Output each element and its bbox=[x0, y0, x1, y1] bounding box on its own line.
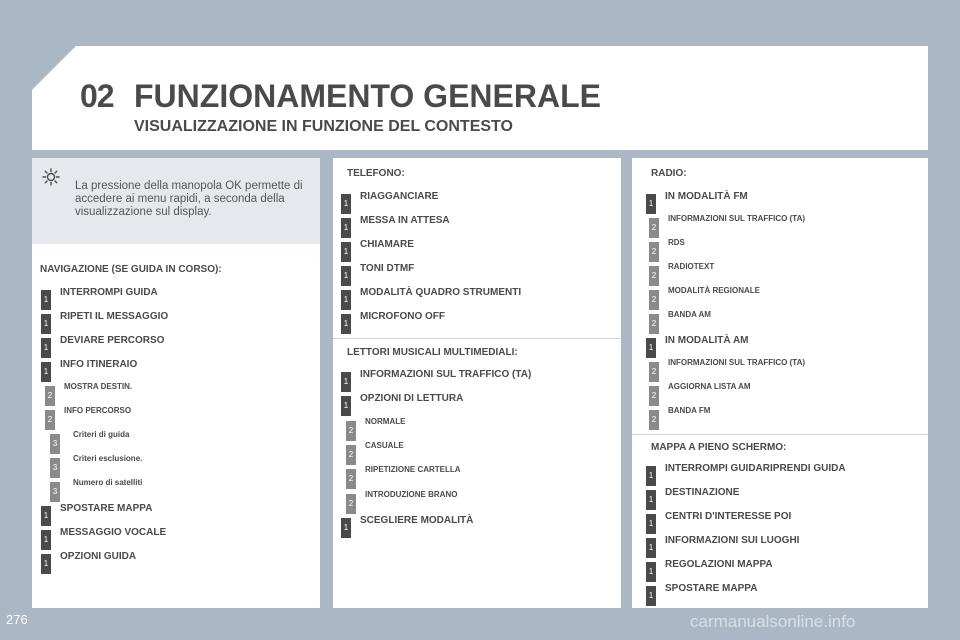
menu-item-label: MODALITÀ QUADRO STRUMENTI bbox=[360, 287, 522, 298]
menu-item-label: SPOSTARE MAPPA bbox=[665, 583, 758, 594]
level-badge: 1 bbox=[341, 396, 351, 416]
level-badge: 1 bbox=[646, 514, 656, 534]
level-badge: 3 bbox=[50, 458, 60, 478]
section-title-telefono: TELEFONO: bbox=[347, 168, 405, 179]
level-badge: 1 bbox=[341, 266, 351, 286]
menu-item-label: SCEGLIERE MODALITÀ bbox=[360, 514, 474, 526]
level-badge: 2 bbox=[346, 494, 356, 514]
menu-item-label: Criteri di guida bbox=[73, 430, 130, 439]
menu-item-label: CASUALE bbox=[365, 440, 404, 450]
menu-item-label: OPZIONI DI LETTURA bbox=[360, 393, 464, 405]
level-badge: 2 bbox=[649, 290, 659, 310]
menu-item-label: INFO PERCORSO bbox=[64, 406, 132, 415]
level-badge: 2 bbox=[45, 410, 55, 430]
level-badge: 3 bbox=[50, 434, 60, 454]
menu-item-label: DEVIARE PERCORSO bbox=[60, 335, 165, 346]
level-badge: 1 bbox=[341, 194, 351, 214]
level-badge: 2 bbox=[346, 445, 356, 465]
level-badge: 2 bbox=[649, 410, 659, 430]
menu-item-label: INTERROMPI GUIDARIPRENDI GUIDA bbox=[665, 463, 846, 474]
menu-item-label: Criteri esclusione. bbox=[73, 454, 143, 463]
watermark: carmanualsonline.info bbox=[690, 612, 856, 631]
level-badge: 2 bbox=[649, 314, 659, 334]
section-title-mappa: MAPPA A PIENO SCHERMO: bbox=[651, 442, 787, 453]
menu-item-label: IN MODALITÀ AM bbox=[665, 335, 749, 346]
menu-item-label: INFORMAZIONI SUL TRAFFICO (TA) bbox=[360, 369, 532, 380]
section-title-radio: RADIO: bbox=[651, 168, 687, 179]
menu-item-label: INFO ITINERAIO bbox=[60, 359, 138, 370]
menu-item-label: NORMALE bbox=[365, 416, 406, 426]
level-badge: 1 bbox=[41, 506, 51, 526]
level-badge: 1 bbox=[41, 362, 51, 382]
level-badge: 1 bbox=[341, 518, 351, 538]
menu-item-label: Numero di satelliti bbox=[73, 478, 143, 487]
menu-item-label: SPOSTARE MAPPA bbox=[60, 503, 153, 514]
section-title-lettori: LETTORI MUSICALI MULTIMEDIALI: bbox=[347, 347, 518, 358]
tip-text: La pressione della manopola OK permette di accedere ai menu rapidi, a seconda della visualizzazione sul display. bbox=[75, 180, 303, 218]
level-badge: 1 bbox=[341, 218, 351, 238]
level-badge: 1 bbox=[646, 466, 656, 486]
menu-item-label: AGGIORNA LISTA AM bbox=[668, 382, 751, 391]
menu-item-label: RIPETI IL MESSAGGIO bbox=[60, 311, 169, 322]
menu-item-label: IN MODALITÀ FM bbox=[665, 191, 748, 202]
section-title-navigazione: NAVIGAZIONE (SE GUIDA IN CORSO): bbox=[40, 264, 222, 275]
level-badge: 3 bbox=[50, 482, 60, 502]
menu-item-label: RIAGGANCIARE bbox=[360, 191, 439, 202]
menu-item-label: INFORMAZIONI SUL TRAFFICO (TA) bbox=[668, 214, 806, 223]
level-badge: 1 bbox=[646, 562, 656, 582]
level-badge: 2 bbox=[649, 386, 659, 406]
chapter-number: 02 bbox=[80, 78, 114, 114]
level-badge: 1 bbox=[41, 530, 51, 550]
menu-item-label: RDS bbox=[668, 238, 685, 247]
page-number: 276 bbox=[6, 612, 28, 627]
level-badge: 1 bbox=[41, 290, 51, 310]
page-title: FUNZIONAMENTO GENERALE bbox=[134, 78, 601, 114]
section-divider bbox=[632, 434, 928, 435]
level-badge: 1 bbox=[41, 338, 51, 358]
level-badge: 2 bbox=[346, 421, 356, 441]
level-badge: 2 bbox=[346, 469, 356, 489]
menu-item-label: INFORMAZIONI SUI LUOGHI bbox=[665, 535, 800, 546]
menu-item-label: MOSTRA DESTIN. bbox=[64, 382, 133, 391]
menu-item-label: TONI DTMF bbox=[360, 263, 415, 274]
level-badge: 1 bbox=[341, 372, 351, 392]
menu-item-label: RIPETIZIONE CARTELLA bbox=[365, 465, 461, 475]
sun-icon bbox=[42, 168, 60, 186]
level-badge: 1 bbox=[341, 290, 351, 310]
menu-item-label: MESSA IN ATTESA bbox=[360, 215, 450, 226]
menu-item-label: INTERROMPI GUIDA bbox=[60, 287, 158, 298]
level-badge: 2 bbox=[649, 362, 659, 382]
menu-item-label: MICROFONO OFF bbox=[360, 311, 445, 322]
menu-item-label: MODALITÀ REGIONALE bbox=[668, 286, 760, 295]
menu-item-label: INFORMAZIONI SUL TRAFFICO (TA) bbox=[668, 358, 806, 367]
level-badge: 2 bbox=[649, 266, 659, 286]
menu-item-label: OPZIONI GUIDA bbox=[60, 551, 137, 562]
level-badge: 2 bbox=[45, 386, 55, 406]
menu-item-label: MESSAGGIO VOCALE bbox=[60, 527, 167, 538]
section-divider bbox=[333, 338, 621, 339]
level-badge: 2 bbox=[649, 242, 659, 262]
menu-item-label: BANDA FM bbox=[668, 406, 711, 415]
level-badge: 1 bbox=[41, 554, 51, 574]
level-badge: 1 bbox=[41, 314, 51, 334]
level-badge: 1 bbox=[646, 338, 656, 358]
menu-item-label: INTRODUZIONE BRANO bbox=[365, 489, 458, 499]
level-badge: 1 bbox=[646, 194, 656, 214]
level-badge: 1 bbox=[341, 314, 351, 334]
page-subtitle: VISUALIZZAZIONE IN FUNZIONE DEL CONTESTO bbox=[134, 118, 513, 135]
menu-item-label: REGOLAZIONI MAPPA bbox=[665, 559, 773, 570]
level-badge: 1 bbox=[646, 490, 656, 510]
level-badge: 1 bbox=[646, 586, 656, 606]
menu-item-label: RADIOTEXT bbox=[668, 262, 715, 271]
menu-item-label: CENTRI D'INTERESSE POI bbox=[665, 511, 792, 522]
level-badge: 2 bbox=[649, 218, 659, 238]
level-badge: 1 bbox=[646, 538, 656, 558]
menu-item-label: DESTINAZIONE bbox=[665, 487, 740, 498]
level-badge: 1 bbox=[341, 242, 351, 262]
menu-item-label: BANDA AM bbox=[668, 310, 711, 319]
menu-item-label: CHIAMARE bbox=[360, 239, 414, 250]
